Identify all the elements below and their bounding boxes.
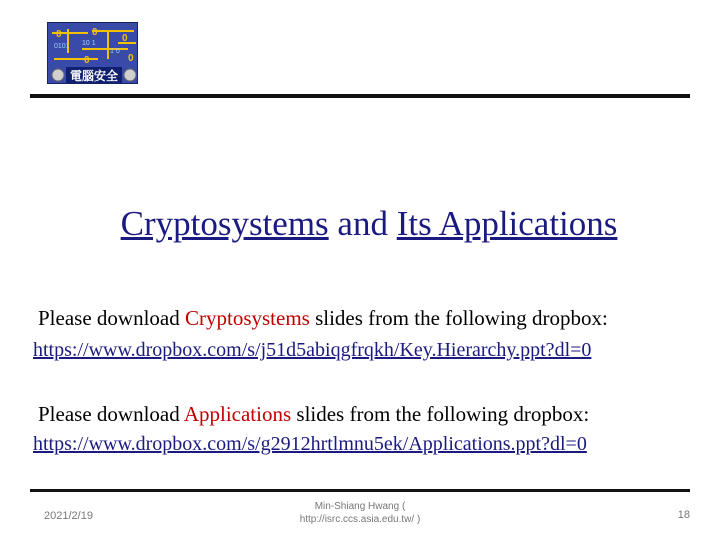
instruction-2-suffix: slides from the following dropbox:	[291, 402, 590, 426]
svg-text:0101: 0101	[54, 43, 70, 50]
logo-caption: 電腦安全	[69, 69, 119, 83]
svg-text:0: 0	[92, 27, 98, 38]
instruction-2-highlight: Applications	[183, 402, 292, 426]
title-connector: and	[328, 204, 397, 243]
slide-title	[0, 204, 720, 244]
footer-author-url: http://isrc.ccs.asia.edu.tw/ )	[299, 514, 421, 525]
instruction-2-prefix: Please download	[38, 402, 184, 426]
download-instruction-2	[38, 402, 589, 427]
dropbox-link-applications[interactable]: https://www.dropbox.com/s/g2912hrtlmnu5ek/Applications.ppt?dl=0	[33, 433, 587, 455]
svg-text:10 1: 10 1	[82, 40, 96, 47]
svg-text:0: 0	[122, 33, 128, 44]
circuit-logo-graphic	[48, 23, 138, 84]
svg-text:1 0: 1 0	[110, 48, 120, 55]
instruction-1-highlight: Cryptosystems	[184, 306, 310, 330]
svg-text:0: 0	[56, 29, 62, 40]
page-number: 18	[677, 509, 690, 521]
title-link-cryptosystems[interactable]: Cryptosystems	[120, 204, 329, 243]
footer-author-name: Min-Shiang Hwang (	[314, 501, 406, 512]
dropbox-link-keyhierarchy[interactable]: https://www.dropbox.com/s/j51d5abiqgfrqkh/Key.Hierarchy.ppt?dl=0	[33, 339, 592, 361]
footer-divider	[30, 489, 690, 492]
svg-text:0: 0	[128, 53, 134, 64]
instruction-1-prefix: Please download	[38, 306, 185, 330]
header-divider	[30, 94, 690, 98]
footer-author	[280, 500, 440, 526]
computer-security-logo	[47, 22, 138, 84]
instruction-1-suffix: slides from the following dropbox:	[309, 306, 608, 330]
download-instruction-1	[38, 306, 608, 331]
title-link-applications[interactable]: Its Applications	[396, 204, 618, 243]
footer-date: 2021/2/19	[44, 510, 93, 522]
svg-text:0: 0	[84, 55, 90, 66]
